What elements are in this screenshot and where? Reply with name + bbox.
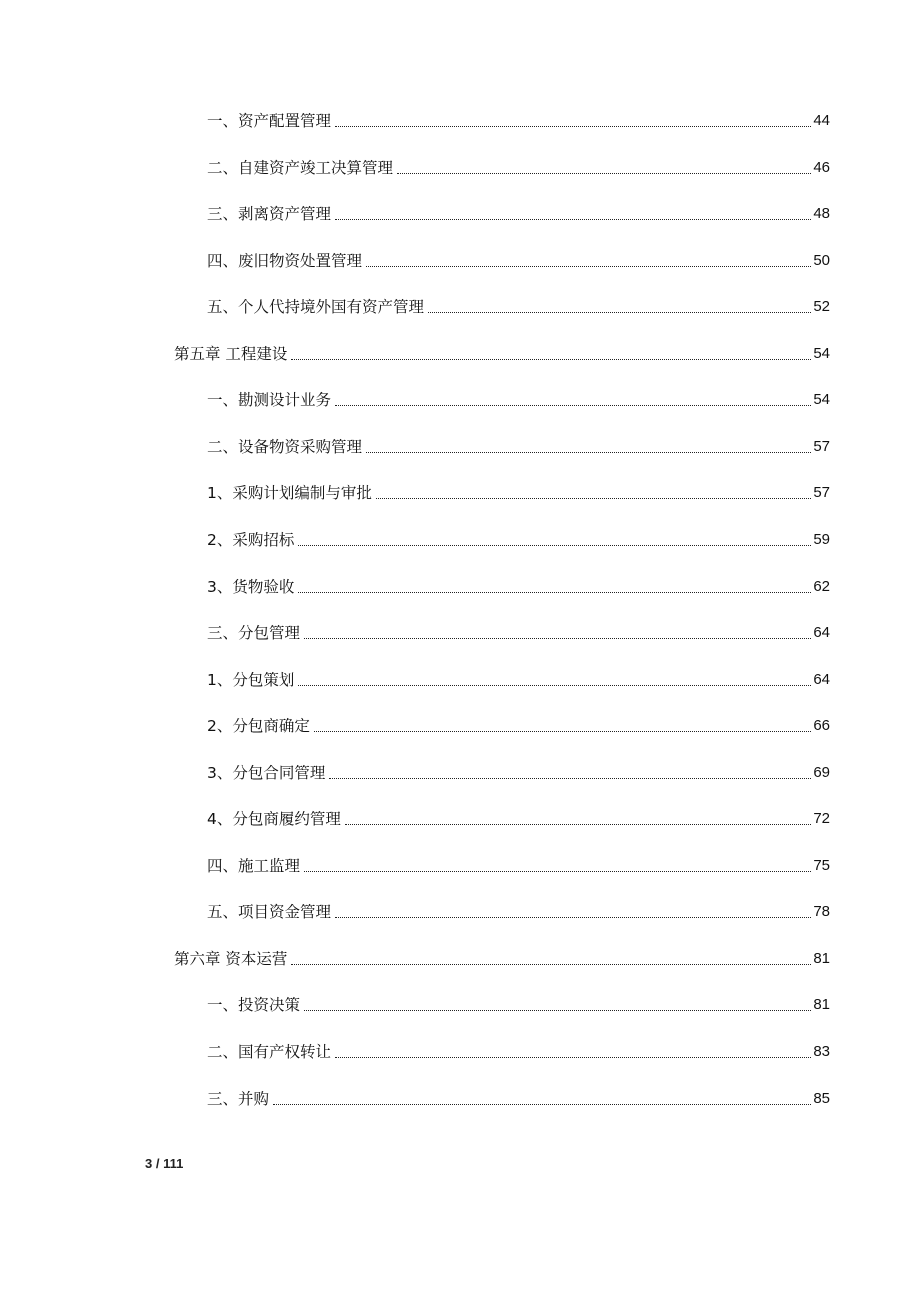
toc-entry[interactable] (207, 619, 830, 647)
toc-dot-leader (345, 823, 811, 825)
toc-entry-page-number: 78 (813, 903, 830, 920)
toc-entry-label: 1、分包策划 (207, 671, 295, 689)
toc-entry-label: 三、并购 (207, 1090, 270, 1108)
toc-entry-label: 三、剥离资产管理 (207, 205, 332, 223)
toc-dot-leader (335, 218, 811, 220)
toc-entry-label: 第五章 工程建设 (174, 345, 288, 363)
toc-entry-label: 4、分包商履约管理 (207, 810, 341, 828)
toc-entry-label: 五、个人代持境外国有资产管理 (207, 298, 425, 316)
toc-dot-leader (335, 1056, 811, 1058)
toc-entry-page-number: 72 (813, 810, 830, 827)
toc-entry[interactable] (207, 898, 830, 926)
toc-dot-leader (291, 358, 811, 360)
toc-entry[interactable] (207, 293, 830, 321)
toc-entry-page-number: 48 (813, 205, 830, 222)
toc-entry-label: 一、勘测设计业务 (207, 391, 332, 409)
toc-entry[interactable] (174, 340, 830, 368)
toc-entry[interactable] (207, 526, 830, 554)
toc-entry-label: 2、分包商确定 (207, 717, 310, 735)
toc-entry[interactable] (207, 666, 830, 694)
toc-dot-leader (335, 916, 811, 918)
toc-entry[interactable] (207, 433, 830, 461)
toc-entry[interactable] (207, 712, 830, 740)
toc-entry-page-number: 85 (813, 1090, 830, 1107)
toc-dot-leader (376, 497, 811, 499)
toc-entry-label: 二、设备物资采购管理 (207, 438, 363, 456)
toc-entry-page-number: 64 (813, 624, 830, 641)
toc-entry[interactable] (207, 1085, 830, 1113)
toc-entry-label: 第六章 资本运营 (174, 950, 288, 968)
toc-entry-label: 三、分包管理 (207, 624, 301, 642)
toc-entry[interactable] (207, 247, 830, 275)
toc-dot-leader (428, 311, 811, 313)
toc-entry[interactable] (207, 805, 830, 833)
toc-entry-page-number: 44 (813, 112, 830, 129)
toc-entry[interactable] (207, 852, 830, 880)
toc-entry-label: 一、投资决策 (207, 996, 301, 1014)
toc-entry-label: 1、采购计划编制与审批 (207, 484, 372, 502)
toc-entry-page-number: 66 (813, 717, 830, 734)
toc-dot-leader (335, 404, 811, 406)
toc-dot-leader (273, 1103, 811, 1105)
toc-entry-page-number: 62 (813, 578, 830, 595)
toc-dot-leader (397, 172, 811, 174)
toc-entry-label: 2、采购招标 (207, 531, 295, 549)
toc-entry-page-number: 54 (813, 391, 830, 408)
toc-entry-page-number: 83 (813, 1043, 830, 1060)
toc-entry[interactable] (207, 573, 830, 601)
toc-entry[interactable] (207, 991, 830, 1019)
toc-dot-leader (291, 963, 811, 965)
toc-dot-leader (304, 1009, 811, 1011)
toc-entry-page-number: 69 (813, 764, 830, 781)
toc-entry-page-number: 52 (813, 298, 830, 315)
toc-entry-page-number: 81 (813, 996, 830, 1013)
toc-entry-label: 3、货物验收 (207, 578, 295, 596)
toc-entry-page-number: 57 (813, 484, 830, 501)
toc-entry-page-number: 59 (813, 531, 830, 548)
toc-entry[interactable] (207, 386, 830, 414)
toc-dot-leader (366, 265, 811, 267)
toc-entry-label: 四、废旧物资处置管理 (207, 252, 363, 270)
toc-entry[interactable] (207, 154, 830, 182)
toc-entry-page-number: 54 (813, 345, 830, 362)
toc-entry[interactable] (207, 107, 830, 135)
toc-dot-leader (298, 684, 811, 686)
toc-entry-label: 二、自建资产竣工决算管理 (207, 159, 394, 177)
toc-entry-label: 四、施工监理 (207, 857, 301, 875)
toc-entry-label: 二、国有产权转让 (207, 1043, 332, 1061)
toc-entry[interactable] (174, 945, 830, 973)
toc-entry-label: 五、项目资金管理 (207, 903, 332, 921)
toc-dot-leader (329, 777, 811, 779)
toc-entry[interactable] (207, 759, 830, 787)
toc-entry-page-number: 50 (813, 252, 830, 269)
toc-entry-page-number: 57 (813, 438, 830, 455)
toc-dot-leader (335, 125, 811, 127)
toc-dot-leader (304, 870, 811, 872)
toc-dot-leader (298, 591, 811, 593)
toc-entry[interactable] (207, 1038, 830, 1066)
toc-dot-leader (298, 544, 811, 546)
toc-entry-page-number: 81 (813, 950, 830, 967)
toc-entry[interactable] (207, 200, 830, 228)
toc-entry-label: 一、资产配置管理 (207, 112, 332, 130)
page-number-footer: 3 / 111 (145, 1156, 184, 1171)
toc-dot-leader (314, 730, 811, 732)
toc-dot-leader (366, 451, 811, 453)
toc-dot-leader (304, 637, 811, 639)
toc-entry-page-number: 46 (813, 159, 830, 176)
toc-entry[interactable] (207, 479, 830, 507)
toc-entry-page-number: 75 (813, 857, 830, 874)
toc-entry-page-number: 64 (813, 671, 830, 688)
toc-entry-label: 3、分包合同管理 (207, 764, 326, 782)
